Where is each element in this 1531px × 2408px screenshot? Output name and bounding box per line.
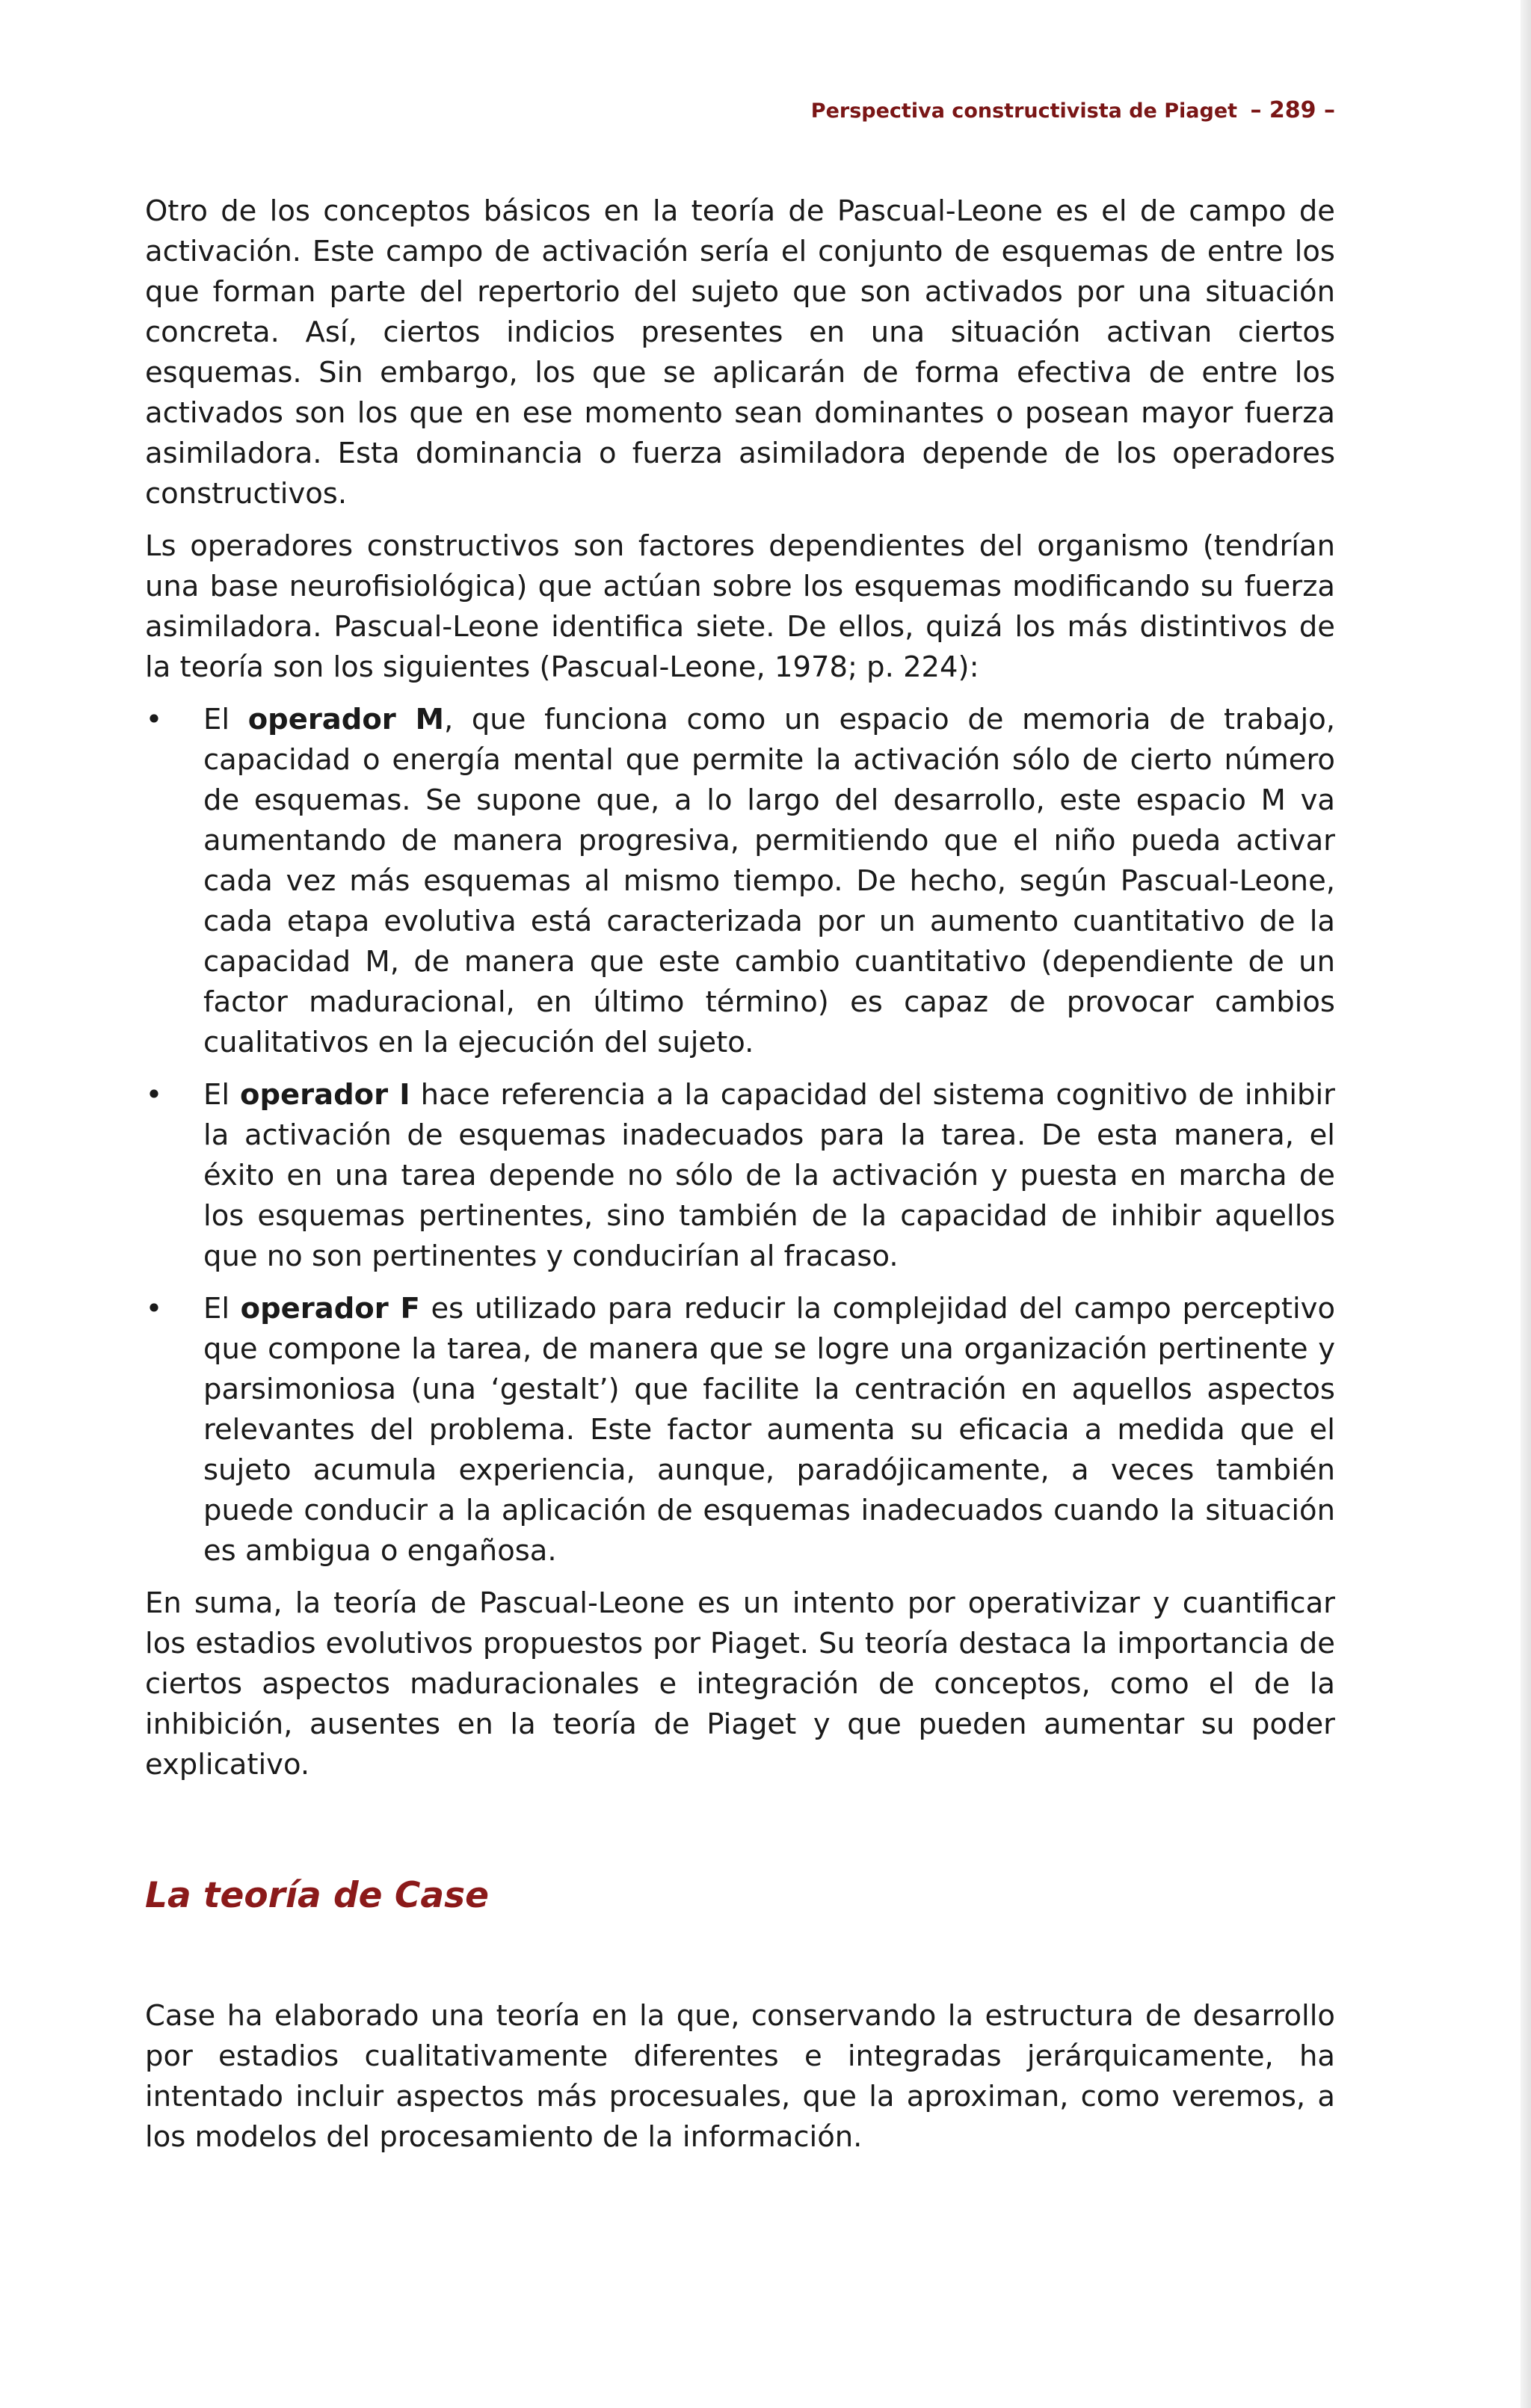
page-edge-shadow: [1521, 0, 1531, 2408]
list-item-text: , que funciona como un espacio de memoria de trabajo, capacidad o energía mental que permite la activación sólo de cierto número de esquemas. Se supone que, a lo largo del desarrollo, este espacio M va aumentando de manera progresiva, permitiendo que el niño pueda activar cada vez más esquemas al mismo tiempo. De hecho, según Pascual-Leone, cada etapa evolutiva está caracterizada por un aumento cuantitativo de la capacidad M, de manera que este cambio cuantitativo (dependiente de un factor maduracional, en último término) es capaz de provocar cambios cualitativos en la ejecución del sujeto.: [203, 703, 1335, 1059]
paragraph-case-intro: Case ha elaborado una teoría en la que, conservando la estructura de desarrollo por estadios cualitativamente diferentes e integradas jerárquicamente, ha intentado incluir aspectos más procesuales, que la aproximan, como veremos, a los modelos del procesamiento de la información.: [145, 1999, 1335, 2154]
running-header-title: Perspectiva constructivista de Piaget: [810, 99, 1238, 123]
operators-list: [145, 700, 1335, 1571]
list-item-text: es utilizado para reducir la complejidad del campo perceptivo que compone la tarea, de manera que se logre una organización pertinente y parsimoniosa (una ‘gestalt’) que facilite la centración en aquellos aspectos relevantes del problema. Este factor aumenta su eficacia a medida que el sujeto acumula experiencia, aunque, paradójicamente, a veces también puede conducir a la aplicación de esquemas inadecuados cuando la situación es ambigua o engañosa.: [203, 1292, 1335, 1568]
bullet-icon: •: [145, 1078, 163, 1112]
list-item-prefix: El: [203, 703, 248, 736]
paragraph-campo-activacion: Otro de los conceptos básicos en la teoría de Pascual-Leone es el de campo de activación. Este campo de activación sería el conjunto de esquemas de entre los que forman parte del repertorio del sujeto que son activados por una situación concreta. Así, ciertos indicios presentes en una situación activan ciertos esquemas. Sin embargo, los que se aplicarán de forma efectiva de entre los activados son los que en ese momento sean dominantes o posean mayor fuerza asimiladora. Esta dominancia o fuerza asimiladora depende de los operadores constructivos.: [145, 194, 1335, 511]
list-item-prefix: El: [203, 1292, 241, 1325]
list-item-prefix: El: [203, 1078, 241, 1112]
running-header: [811, 97, 1335, 123]
list-item-text: hace referencia a la capacidad del sistema cognitivo de inhibir la activación de esquemas inadecuados para la tarea. De esta manera, el éxito en una tarea depende no sólo de la activación y puesta en marcha de los esquemas pertinentes, sino también de la capacidad de inhibir aquellos que no son pertinentes y conducirían al fracaso.: [203, 1078, 1336, 1273]
list-item-term: operador I: [240, 1078, 410, 1112]
list-item-operador-m: [145, 700, 1335, 1063]
list-item-operador-f: [145, 1289, 1335, 1571]
bullet-icon: •: [145, 1292, 163, 1325]
paragraph-en-suma: En suma, la teoría de Pascual-Leone es un intento por operativizar y cuantificar los estadios evolutivos propuestos por Piaget. Su teoría destaca la importancia de ciertos aspectos maduracionales e integración de conceptos, como el de la inhibición, ausentes en la teoría de Piaget y que pueden aumentar su poder explicativo.: [145, 1586, 1335, 1782]
list-item-term: operador F: [240, 1292, 420, 1325]
list-item-operador-i: [145, 1075, 1335, 1277]
section-title: La teoría de Case: [145, 1875, 489, 1916]
list-item-term: operador M: [247, 703, 444, 736]
page-body: [145, 191, 1335, 2170]
page-number: – 289 –: [1250, 97, 1335, 123]
paragraph-operadores-constructivos: Ls operadores constructivos son factores dependientes del organismo (tendrían una base neurofisiológica) que actúan sobre los esquemas modificando su fuerza asimiladora. Pascual-Leone identifica siete. De ellos, quizá los más distintivos de la teoría son los siguientes (Pascual-Leone, 1978; p. 224):: [145, 529, 1335, 684]
bullet-icon: •: [145, 703, 163, 736]
